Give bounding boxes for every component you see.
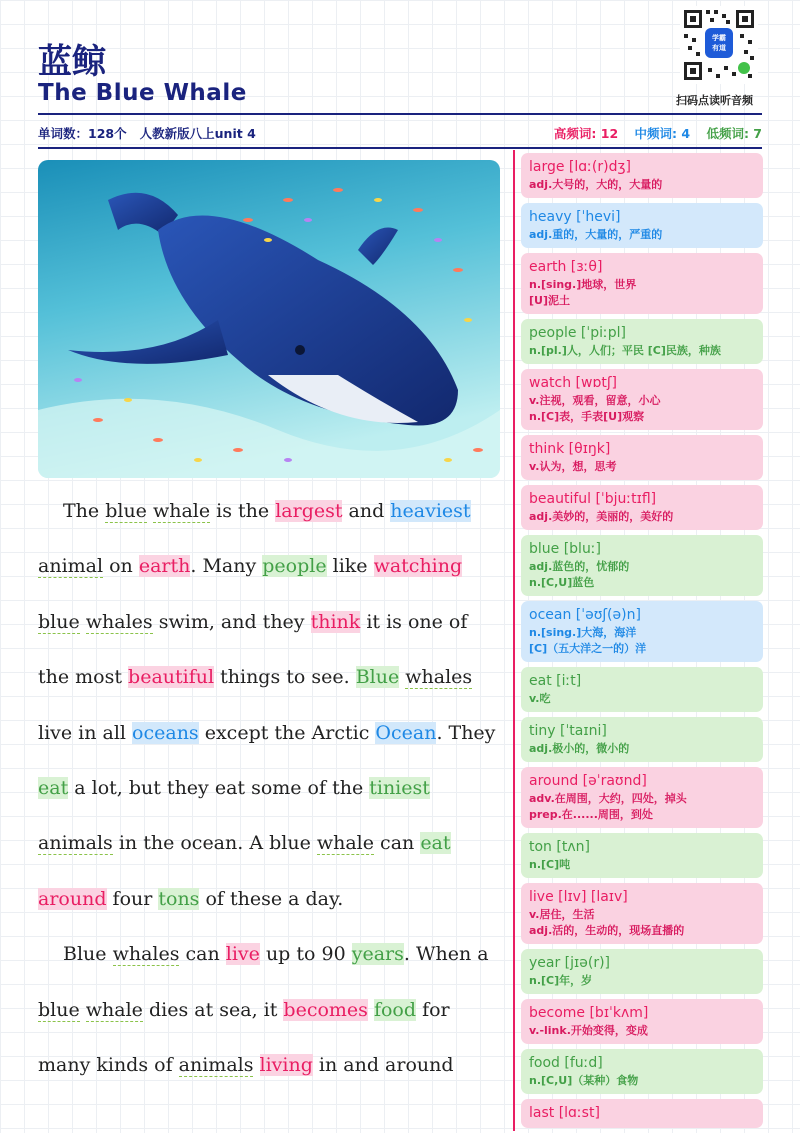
- underlined-word[interactable]: blue: [38, 610, 80, 633]
- vocab-definition: prep.在......周围，到处: [529, 808, 653, 821]
- vocab-definition: n.[sing.]大海，海洋: [529, 626, 637, 639]
- reading-passage: [38, 484, 504, 1093]
- vocab-definition: n.[pl.]人，人们；平民 [C]民族，种族: [529, 344, 721, 357]
- highlighted-word[interactable]: eat: [38, 777, 69, 800]
- page-title-chinese: 蓝鲸: [38, 42, 106, 82]
- vocab-card-eat[interactable]: [521, 667, 763, 712]
- vocab-card-ocean[interactable]: [521, 601, 763, 662]
- vocab-card-large[interactable]: [521, 153, 763, 198]
- vocab-word: last [lɑːst]: [529, 1105, 600, 1121]
- vocab-definition: [U]泥土: [529, 294, 570, 307]
- underlined-word[interactable]: animal: [38, 555, 104, 578]
- vocab-card-blue[interactable]: [521, 535, 763, 596]
- vocab-word: around [əˈraʊnd]: [529, 773, 647, 789]
- underlined-word[interactable]: animals: [38, 832, 113, 855]
- vocab-definition: n.[sing.]地球，世界: [529, 278, 637, 291]
- header-divider: [38, 113, 762, 115]
- page-title-english: The Blue Whale: [38, 80, 247, 106]
- underlined-word[interactable]: whale: [316, 832, 375, 855]
- highlighted-word[interactable]: food: [373, 998, 417, 1021]
- vocab-definition: n.[C]表，手表[U]观察: [529, 410, 645, 423]
- vocab-definition: n.[C]吨: [529, 858, 571, 871]
- vocab-definition: adj.重的，大量的，严重的: [529, 228, 663, 241]
- vocab-card-year[interactable]: [521, 949, 763, 994]
- highlighted-word[interactable]: largest: [275, 500, 343, 522]
- vocab-definition: v.-link.开始变得，变成: [529, 1024, 648, 1037]
- vocab-card-live[interactable]: [521, 883, 763, 944]
- textbook-unit: 人教新版八上unit 4: [139, 126, 256, 141]
- passage-paragraph-1: The blue whale is the largest and heaviest animal on earth. Many people like watching blue whales swim, and they think it is one of the most beautiful things to see. Blue whales live in all oceans except the Arctic Ocean. They eat a lot, but they eat some of the tiniest animals in the ocean. A blue whale can eat around four tons of these a day.: [38, 500, 496, 910]
- vocab-word: large [lɑː(r)dʒ]: [529, 159, 631, 175]
- highlighted-word[interactable]: Ocean: [375, 721, 437, 744]
- vocab-definition: adj.大号的，大的，大量的: [529, 178, 663, 191]
- highlighted-word[interactable]: around: [38, 887, 107, 910]
- vocab-card-beautiful[interactable]: [521, 485, 763, 530]
- vocab-word: food [fuːd]: [529, 1055, 603, 1071]
- vocab-word: ton [tʌn]: [529, 839, 590, 855]
- svg-text:有道: 有道: [712, 44, 726, 52]
- vocab-definition: n.[C,U]（某种）食物: [529, 1074, 639, 1087]
- highlighted-word[interactable]: watching: [373, 555, 463, 578]
- vocab-word: eat [iːt]: [529, 673, 582, 689]
- highlighted-word[interactable]: years: [351, 943, 404, 966]
- vocab-definition: v.注视，观看，留意，小心: [529, 394, 661, 407]
- highlighted-word[interactable]: living: [259, 1054, 313, 1077]
- vocab-divider: [513, 150, 515, 1131]
- frequency-stats: [542, 124, 762, 142]
- vocab-word: ocean [ˈəʊʃ(ə)n]: [529, 607, 641, 623]
- vocab-word: beautiful [ˈbjuːtɪfl]: [529, 491, 657, 507]
- vocab-word: think [θɪŋk]: [529, 441, 611, 457]
- underlined-word[interactable]: whale: [85, 998, 143, 1021]
- vocab-word: heavy [ˈhevi]: [529, 209, 621, 225]
- vocab-card-last[interactable]: [521, 1099, 763, 1128]
- vocab-word: live [lɪv] [laɪv]: [529, 889, 628, 905]
- vocab-card-think[interactable]: [521, 435, 763, 480]
- mid-frequency-count: 中频词: 4: [634, 126, 691, 141]
- highlighted-word[interactable]: beautiful: [128, 666, 215, 689]
- underlined-word[interactable]: whales: [85, 610, 153, 633]
- vocab-card-watch[interactable]: [521, 369, 763, 430]
- low-frequency-count: 低频词: 7: [706, 126, 762, 141]
- vocab-word: people [ˈpiːpl]: [529, 325, 626, 341]
- vocab-definition: adj.活的，生动的，现场直播的: [529, 924, 685, 937]
- qr-code-icon[interactable]: [680, 6, 758, 84]
- underlined-word[interactable]: whales: [405, 666, 473, 689]
- highlighted-word[interactable]: think: [310, 610, 361, 633]
- highlighted-word[interactable]: tiniest: [369, 777, 430, 800]
- highlighted-word[interactable]: people: [262, 555, 327, 578]
- vocab-word: earth [ɜːθ]: [529, 259, 603, 275]
- underlined-word[interactable]: blue: [38, 998, 80, 1021]
- vocab-card-become[interactable]: [521, 999, 763, 1044]
- vocab-definition: n.[C]年，岁: [529, 974, 593, 987]
- highlighted-word[interactable]: becomes: [283, 998, 368, 1021]
- vocab-word: tiny [ˈtaɪni]: [529, 723, 607, 739]
- highlighted-word[interactable]: heaviest: [390, 500, 471, 522]
- vocab-card-people[interactable]: [521, 319, 763, 364]
- highlighted-word[interactable]: earth: [138, 555, 191, 578]
- highlighted-word[interactable]: eat: [420, 832, 451, 855]
- scan-label: 扫码点读听音频: [676, 94, 753, 107]
- vocab-card-food[interactable]: [521, 1049, 763, 1094]
- vocab-card-earth[interactable]: [521, 253, 763, 314]
- vocab-definition: v.居住，生活: [529, 908, 595, 921]
- vocab-card-heavy[interactable]: [521, 203, 763, 248]
- vocab-word: watch [wɒtʃ]: [529, 375, 617, 391]
- word-count: 单词数：128个: [38, 126, 127, 141]
- vocabulary-list: [521, 153, 763, 1133]
- highlighted-word[interactable]: Blue: [355, 666, 400, 689]
- underlined-word[interactable]: whale: [152, 500, 211, 522]
- svg-text:学霸: 学霸: [712, 34, 726, 42]
- blue-whale-illustration: [38, 160, 500, 478]
- vocab-definition: v.认为，想，思考: [529, 460, 617, 473]
- vocab-definition: adj.极小的，微小的: [529, 742, 630, 755]
- vocab-definition: adj.美妙的，美丽的，美好的: [529, 510, 674, 523]
- vocab-definition: [C]（五大洋之一的）洋: [529, 642, 647, 655]
- high-frequency-count: 高频词: 12: [553, 126, 619, 141]
- highlighted-word[interactable]: live: [225, 943, 260, 966]
- vocab-word: become [bɪˈkʌm]: [529, 1005, 649, 1021]
- vocab-word: blue [bluː]: [529, 541, 602, 557]
- word-stats: [38, 124, 256, 142]
- vocab-card-around[interactable]: [521, 767, 763, 828]
- highlighted-word[interactable]: tons: [158, 887, 200, 910]
- vocab-definition: adv.在周围，大约，四处，掉头: [529, 792, 687, 805]
- underlined-word[interactable]: animals: [178, 1054, 254, 1077]
- vocab-card-ton[interactable]: [521, 833, 763, 878]
- highlighted-word[interactable]: oceans: [132, 721, 199, 744]
- vocab-card-tiny[interactable]: [521, 717, 763, 762]
- underlined-word[interactable]: blue: [105, 500, 147, 522]
- underlined-word[interactable]: whales: [112, 943, 180, 966]
- vocab-definition: v.吃: [529, 692, 551, 705]
- stats-divider: [38, 147, 762, 149]
- passage-paragraph-2: Blue whales can live up to 90 years. When a blue whale dies at sea, it becomes food for many kinds of animals living in and around: [38, 943, 489, 1077]
- vocab-definition: adj.蓝色的，忧郁的: [529, 560, 630, 573]
- vocab-definition: n.[C,U]蓝色: [529, 576, 595, 589]
- vocab-word: year [jɪə(r)]: [529, 955, 610, 971]
